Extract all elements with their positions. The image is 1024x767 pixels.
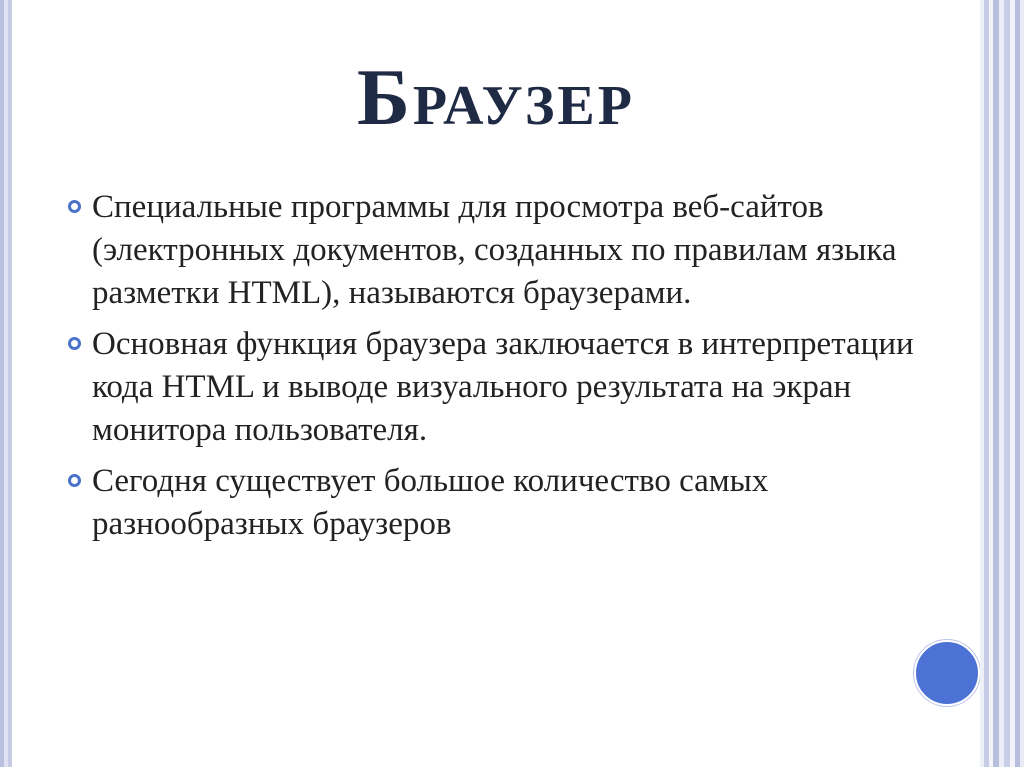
left-border-decoration (0, 0, 12, 767)
bullet-text: Основная функция браузера заключается в интерпретации кода HTML и выводе визуального результата на экран монитора пользователя. (92, 326, 914, 448)
bullet-circle-icon (68, 337, 81, 350)
bullet-list (68, 186, 928, 554)
slide-title (12, 54, 980, 142)
bullet-text: Сегодня существует большое количество самых разнообразных браузеров (92, 463, 769, 542)
slide-title-text: Браузер (357, 54, 635, 142)
bullet-item (68, 186, 928, 315)
bullet-item (68, 323, 928, 452)
bullet-circle-icon (68, 474, 81, 487)
bullet-text: Специальные программы для просмотра веб-сайтов (электронных документов, созданных по правилам языка разметки HTML), называются браузерами. (92, 189, 897, 311)
slide-content (12, 0, 980, 767)
corner-circle-icon (914, 640, 980, 706)
bullet-item (68, 460, 928, 546)
bullet-circle-icon (68, 200, 81, 213)
right-border-decoration (980, 0, 1024, 767)
